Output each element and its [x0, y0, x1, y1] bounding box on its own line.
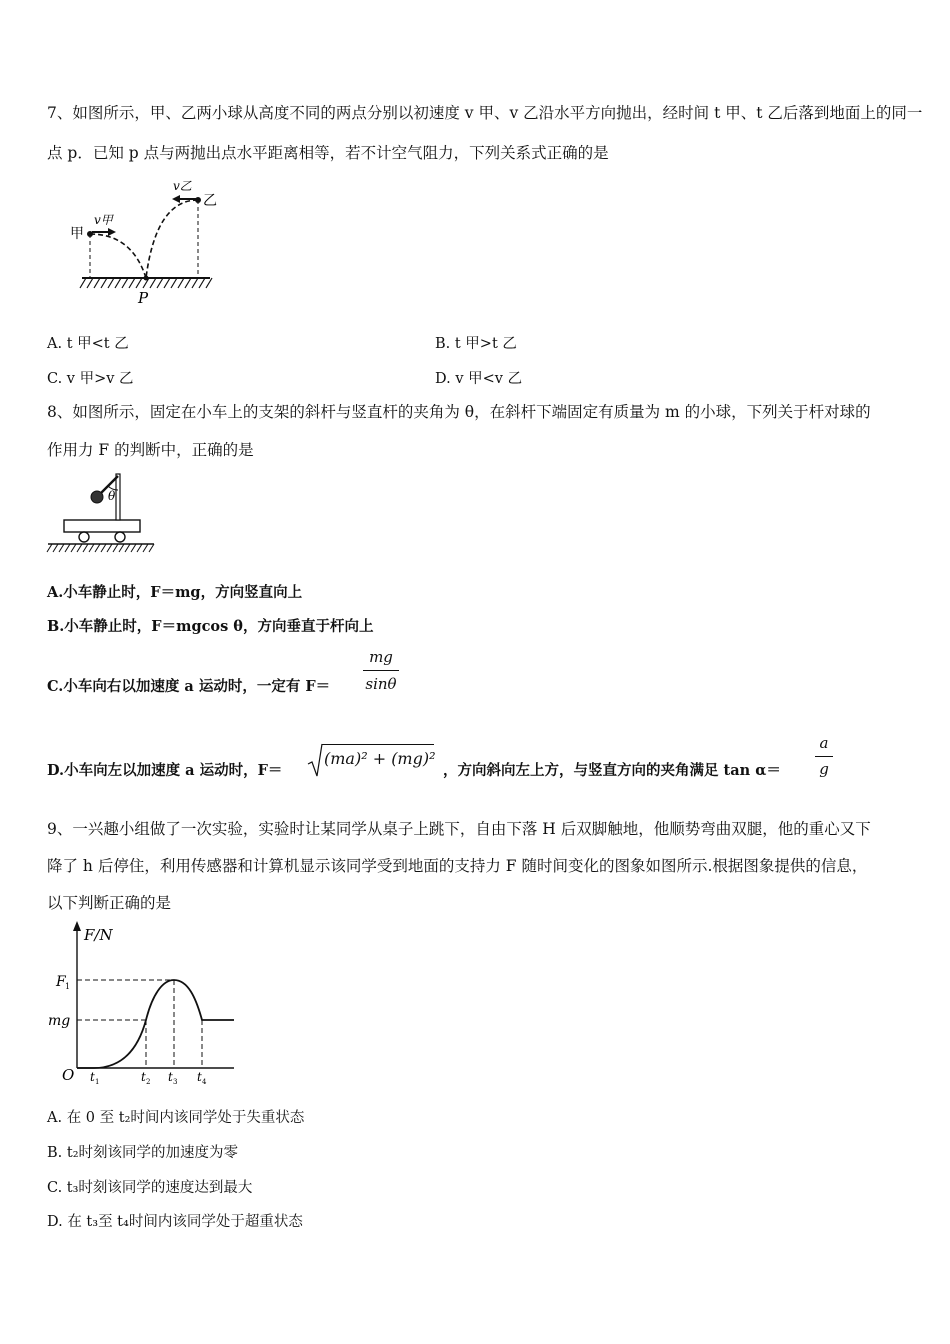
q9-label-t3-sub: 3: [173, 1078, 178, 1086]
q7-option-b[interactable]: B. t 甲>t 乙: [435, 336, 517, 352]
q7-label-vjia: v甲: [94, 213, 113, 227]
q8-sqrt-icon: [307, 742, 323, 778]
q8-option-d[interactable]: [47, 732, 847, 784]
q8-ball: [91, 491, 103, 503]
q7-trajectory-yi: [146, 200, 198, 278]
q9-label-f1-sub: 1: [65, 982, 71, 991]
q8-option-a[interactable]: A.小车静止时，F＝mg，方向竖直向上: [47, 584, 303, 601]
q7-stem-line1: 7、如图所示，甲、乙两小球从高度不同的两点分别以初速度 v 甲、v 乙沿水平方向抛出，经时间 t 甲、t 乙后落到地面上的同一: [47, 104, 923, 122]
q9-stem-line3: 以下判断正确的是: [47, 894, 172, 912]
q9-label-t1-sub: 1: [95, 1078, 100, 1086]
q9-label-t2-sub: 2: [146, 1078, 151, 1086]
q8-option-d-text: D.小车向左以加速度 a 运动时，F＝: [47, 762, 283, 779]
q8-option-d-fraction-bar: [815, 756, 833, 757]
q9-ylabel: F/N: [84, 926, 113, 944]
q7-option-d[interactable]: D. v 甲<v 乙: [435, 371, 523, 387]
q7-figure: [60, 172, 225, 312]
q7-label-jia: 甲: [70, 226, 84, 242]
q8-option-d-middle: ，方向斜向左上方，与竖直方向的夹角满足 tan α＝: [443, 762, 781, 779]
q7-trajectory-jia: [90, 234, 146, 278]
q8-option-c-numerator: mg: [369, 648, 393, 666]
q7-label-vyi: v乙: [173, 179, 192, 193]
q9-label-mg: mg: [48, 1013, 71, 1029]
q9-stem-line1: 9、一兴趣小组做了一次实验，实验时让某同学从桌子上跳下，自由下落 H 后双脚触地，他顺势弯曲双腿，他的重心又下: [47, 820, 871, 838]
q9-option-a[interactable]: A. 在 0 至 t₂时间内该同学处于失重状态: [47, 1110, 305, 1126]
q8-option-c-text: C.小车向右以加速度 a 运动时，一定有 F＝: [47, 678, 331, 695]
q9-option-c[interactable]: C. t₃时刻该同学的速度达到最大: [47, 1180, 253, 1196]
q9-label-t1: t: [90, 1070, 95, 1084]
q8-option-d-denominator: g: [819, 760, 829, 778]
q8-option-d-sqrt-content: (ma)² + (mg)²: [324, 749, 436, 768]
q8-figure: [44, 466, 159, 556]
q7-option-c[interactable]: C. v 甲>v 乙: [47, 371, 134, 387]
q7-stem-line2: 点 p．已知 p 点与两抛出点水平距离相等，若不计空气阻力，下列关系式正确的是: [47, 144, 609, 162]
q7-option-a[interactable]: A. t 甲<t 乙: [47, 336, 129, 352]
q9-option-d[interactable]: D. 在 t₃至 t₄时间内该同学处于超重状态: [47, 1214, 303, 1230]
q8-stem-line2: 作用力 F 的判断中，正确的是: [47, 441, 254, 459]
q8-option-c-fraction-bar: [363, 670, 399, 671]
q8-stem-line1: 8、如图所示，固定在小车上的支架的斜杆与竖直杆的夹角为 θ，在斜杆下端固定有质量为 m 的小球，下列关于杆对球的: [47, 403, 871, 421]
q9-label-origin: O: [62, 1066, 75, 1084]
q8-label-theta: θ: [108, 489, 116, 503]
q9-stem-line2: 降了 h 后停住，利用传感器和计算机显示该同学受到地面的支持力 F 随时间变化的图象如图所示.根据图象提供的信息，: [47, 857, 868, 875]
q9-label-t4-sub: 4: [202, 1078, 207, 1086]
q9-option-b[interactable]: B. t₂时刻该同学的加速度为零: [47, 1145, 239, 1161]
q8-option-d-numerator: a: [819, 734, 829, 752]
q7-label-yi: 乙: [203, 193, 217, 209]
q9-graph: [44, 918, 244, 1090]
q9-force-curve: [77, 980, 234, 1068]
q9-label-t3: t: [168, 1070, 173, 1084]
q9-label-t4: t: [197, 1070, 202, 1084]
q7-label-p: P: [138, 289, 149, 307]
q8-sqrt-bar: [322, 744, 434, 745]
q8-option-c-denominator: sinθ: [365, 675, 397, 693]
q8-option-b[interactable]: B.小车静止时，F＝mgcos θ，方向垂直于杆向上: [47, 618, 374, 635]
q9-label-f1: F: [56, 974, 66, 990]
q9-label-t2: t: [141, 1070, 146, 1084]
